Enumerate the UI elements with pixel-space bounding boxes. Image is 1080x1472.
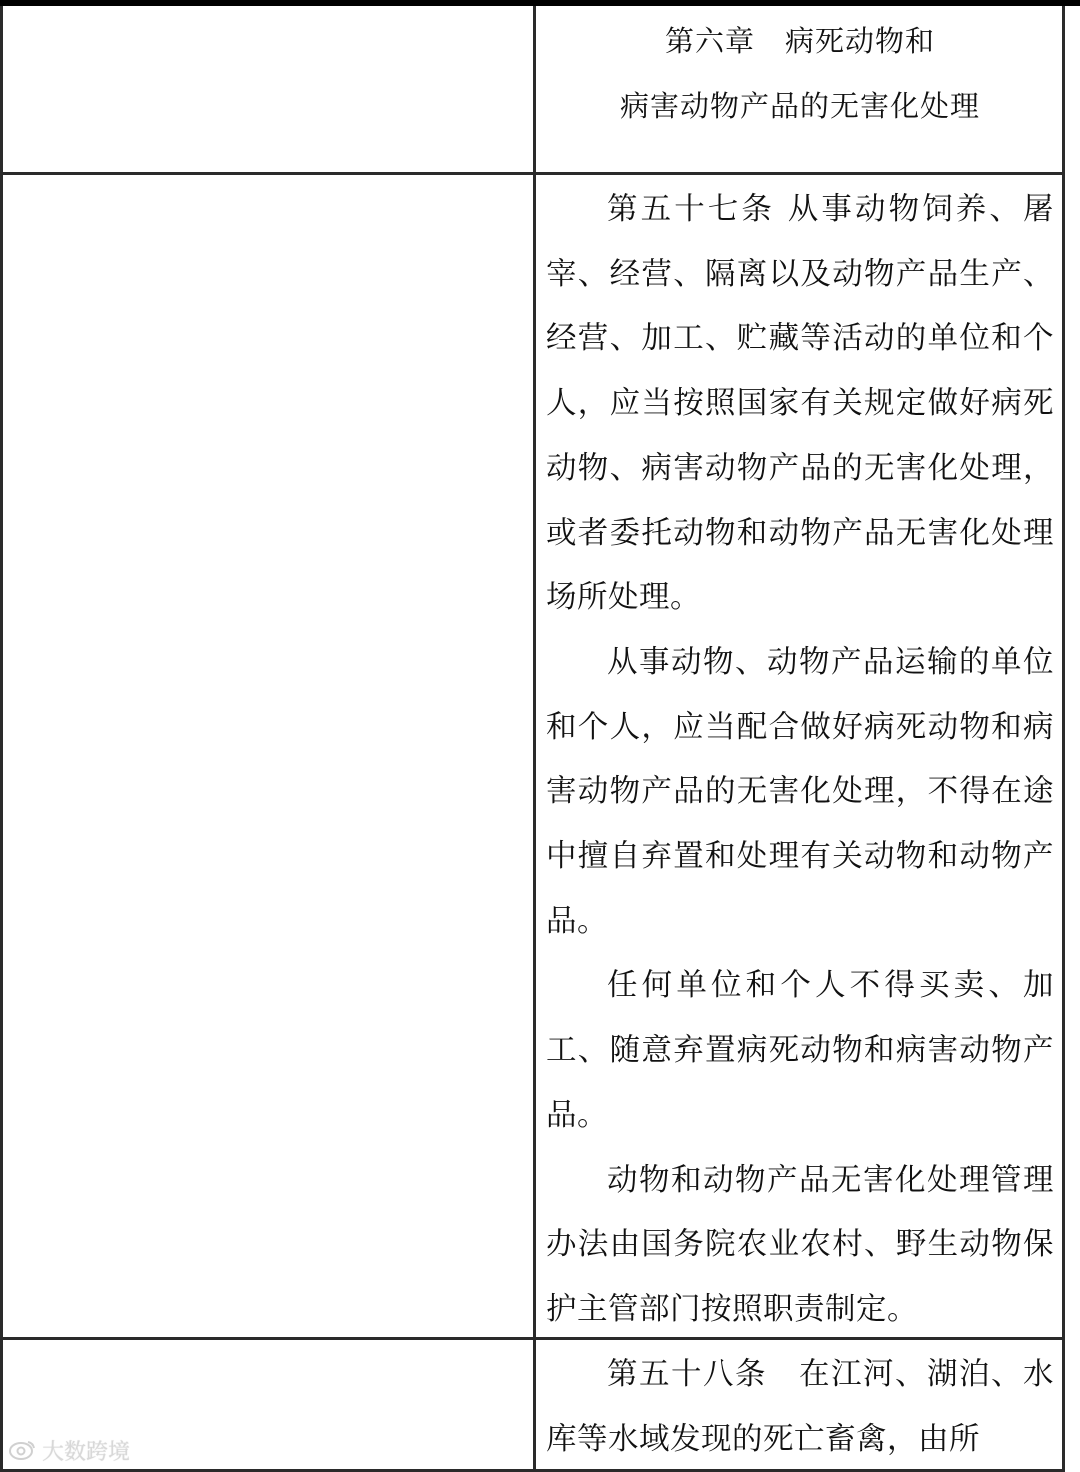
table-left-border [0,6,3,1472]
chapter-title-line2: 病害动物产品的无害化处理 [619,89,980,123]
article-57-paragraph: 动物和动物产品无害化处理管理办法由国务院农业农村、野生动物保护主管部门按照职责制定。 [546,1162,1054,1327]
table-column-divider [533,6,536,1472]
article-57 [546,178,1054,1343]
article-57-paragraph: 从事动物、动物产品运输的单位和个人，应当配合做好病死动物和病害动物产品的无害化处理，不得在途中擅自弃置和处理有关动物和动物产品。 [546,644,1054,939]
article-58-paragraph: 第五十八条 在江河、湖泊、水库等水域发现的死亡畜禽，由所 [546,1357,1054,1457]
watermark [8,1432,130,1468]
top-border [0,0,1080,6]
watermark-text: 大数跨境 [42,1439,131,1465]
table-row-divider [0,172,1065,175]
weibo-eye-icon [8,1439,36,1461]
chapter-title-line1: 第六章 病死动物和 [664,24,935,58]
table-right-border [1062,6,1065,1472]
article-57-paragraph: 任何单位和个人不得买卖、加工、随意弃置病死动物和病害动物产品。 [546,968,1054,1133]
article-57-paragraph: 第五十七条 从事动物饲养、屠宰、经营、隔离以及动物产品生产、经营、加工、贮藏等活动的单位和个人，应当按照国家有关规定做好病死动物、病害动物产品的无害化处理，或者委托动物和动物产品无害化处理场所处理。 [546,192,1054,616]
article-58 [546,1343,1054,1472]
